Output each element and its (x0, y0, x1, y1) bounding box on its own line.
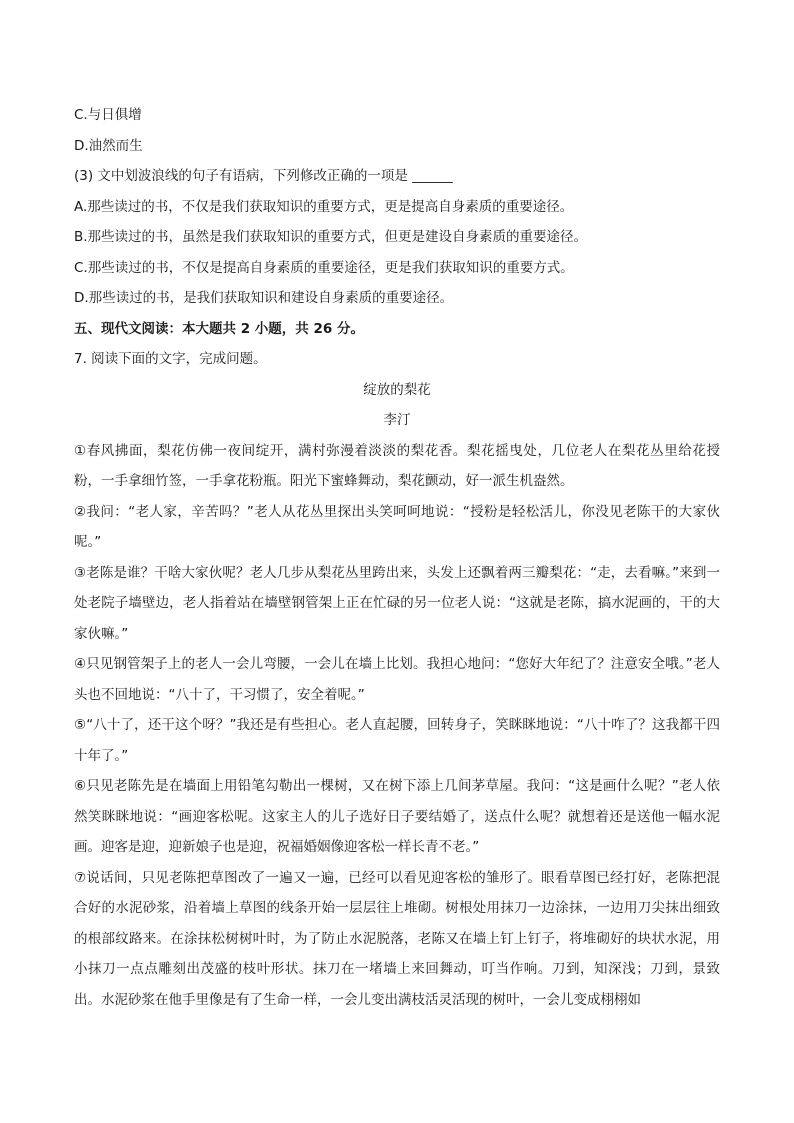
article-paragraph-5: ⑤“八十了，还干这个呀？”我还是有些担心。老人直起腰，回转身子，笑眯眯地说：“八十咋了？这我都干四十年了。” (74, 717, 720, 764)
question-3-option-b: B.那些读过的书，虽然是我们获取知识的重要方式，但更是建设自身素质的重要途径。 (74, 229, 588, 245)
document-body (74, 100, 720, 1015)
question-3-stem: (3) 文中划波浪线的句子有语病，下列修改正确的一项是 ______ (74, 168, 453, 184)
article-paragraph-1: ①春风拂面，梨花仿佛一夜间绽开，满村弥漫着淡淡的梨花香。梨花摇曳处，几位老人在梨花丛里给花授粉，一手拿细竹签，一手拿花粉瓶。阳光下蜜蜂舞动，梨花颤动，好一派生机盎然。 (74, 442, 720, 489)
article-paragraph-4: ④只见钢管架子上的老人一会儿弯腰，一会儿在墙上比划。我担心地问：“您好大年纪了？注意安全哦。”老人头也不回地说：“八十了，干习惯了，安全着呢。” (74, 656, 720, 703)
option-c-prev: C.与日俱增 (74, 107, 142, 123)
article-paragraph-2: ②我问：“老人家，辛苦吗？”老人从花丛里探出头笑呵呵地说：“授粉是轻松活儿，你没见老陈干的大家伙呢。” (74, 503, 720, 550)
article-paragraph-7: ⑦说话间，只见老陈把草图改了一遍又一遍，已经可以看见迎客松的雏形了。眼看草图已经打好，老陈把混合好的水泥砂浆，沿着墙上草图的线条开始一层层往上堆砌。树根处用抹刀一边涂抹，一边用刀尖抹出细致的根部纹路来。在涂抹松树树叶时，为了防止水泥脱落，老陈又在墙上钉上钉子，将堆砌好的块状水泥，用小抹刀一点点雕刻出茂盛的枝叶形状。抹刀在一堵墙上来回舞动，叮当作响。刀到，知深浅；刀到，景致出。水泥砂浆在他手里像是有了生命一样，一会儿变出满枝活灵活现的树叶，一会儿变成栩栩如 (74, 869, 720, 1008)
section-5-heading: 五、现代文阅读：本大题共 2 小题，共 26 分。 (74, 320, 364, 337)
article-paragraph-3: ③老陈是谁？干啥大家伙呢？老人几步从梨花丛里跨出来，头发上还飘着两三瓣梨花：“走，去看嘛。”来到一处老院子墙壁边，老人指着站在墙壁钢管架上正在忙碌的另一位老人说：“这就是老陈，搞水泥画的，干的大家伙嘛。” (74, 564, 720, 642)
article-author: 李汀 (383, 412, 411, 428)
article-title: 绽放的梨花 (363, 381, 431, 398)
question-3-option-c: C.那些读过的书，不仅是提高自身素质的重要途径，更是我们获取知识的重要方式。 (74, 259, 574, 276)
question-3-option-a: A.那些读过的书，不仅是我们获取知识的重要方式，更是提高自身素质的重要途径。 (74, 198, 574, 215)
question-7-stem: 7. 阅读下面的文字，完成问题。 (74, 351, 267, 367)
article-paragraph-6: ⑥只见老陈先是在墙面上用铅笔勾勒出一棵树，又在树下添上几间茅草屋。我问：“这是画什么呢？”老人依然笑眯眯地说：“画迎客松呢。这家主人的儿子选好日子要结婚了，送点什么呢？就想着还是送他一幅水泥画。迎客是迎，迎新娘子也是迎，祝福婚姻像迎客松一样长青不老。” (74, 778, 720, 855)
option-d-prev: D.油然而生 (74, 137, 143, 154)
question-3-option-d: D.那些读过的书，是我们获取知识和建设自身素质的重要途径。 (74, 290, 454, 306)
